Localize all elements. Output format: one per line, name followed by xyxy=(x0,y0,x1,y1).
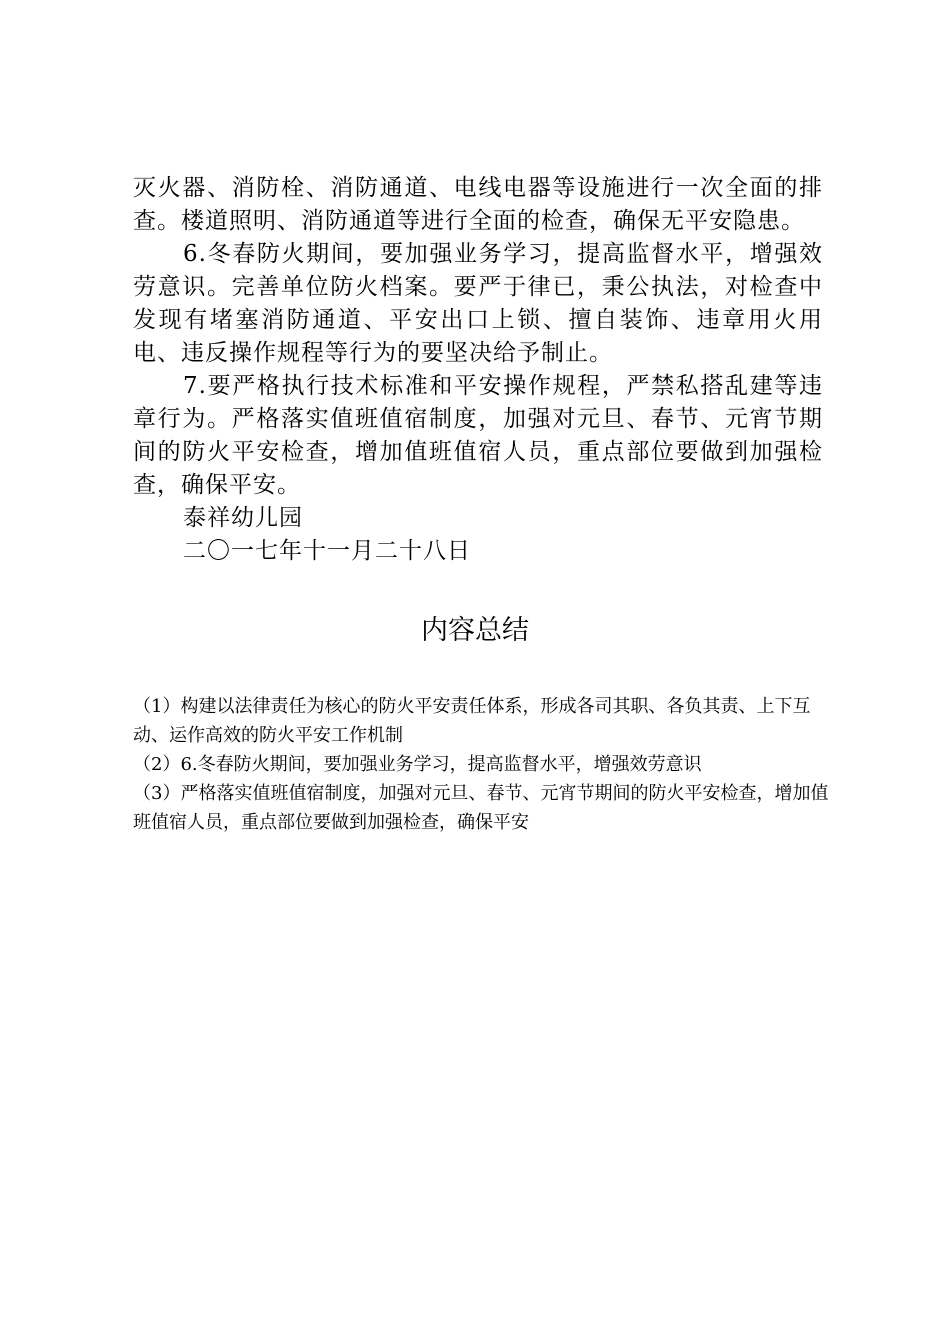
document-body xyxy=(133,172,823,568)
signature-organization: 泰祥幼儿园 xyxy=(183,505,303,531)
paragraph-continuation: 灭火器、消防栓、消防通道、电线电器等设施进行一次全面的排查。楼道照明、消防通道等进行全面的检查，确保无平安隐患。 xyxy=(133,175,823,234)
summary-list xyxy=(133,692,843,837)
summary-item: （3）严格落实值班值宿制度，加强对元旦、春节、元宵节期间的防火平安检查，增加值班值宿人员，重点部位要做到加强检查，确保平安 xyxy=(133,783,829,833)
summary-item: （2）6.冬春防火期间，要加强业务学习，提高监督水平，增强效劳意识 xyxy=(133,754,702,775)
paragraph-item-6: 6.冬春防火期间，要加强业务学习，提高监督水平，增强效劳意识。完善单位防火档案。要严于律已，秉公执法，对检查中发现有堵塞消防通道、平安出口上锁、擅自装饰、违章用火用电、违反操作规程等行为的要坚决给予制止。 xyxy=(133,241,823,366)
signature-date: 二〇一七年十一月二十八日 xyxy=(183,538,471,564)
summary-item: （1）构建以法律责任为核心的防火平安责任体系，形成各司其职、各负其责、上下互动、运作高效的防火平安工作机制 xyxy=(133,696,811,746)
paragraph-item-7: 7.要严格执行技术标准和平安操作规程，严禁私搭乱建等违章行为。严格落实值班值宿制度，加强对元旦、春节、元宵节期间的防火平安检查，增加值班值宿人员，重点部位要做到加强检查，确保平安。 xyxy=(133,373,823,498)
summary-title: 内容总结 xyxy=(421,615,529,646)
